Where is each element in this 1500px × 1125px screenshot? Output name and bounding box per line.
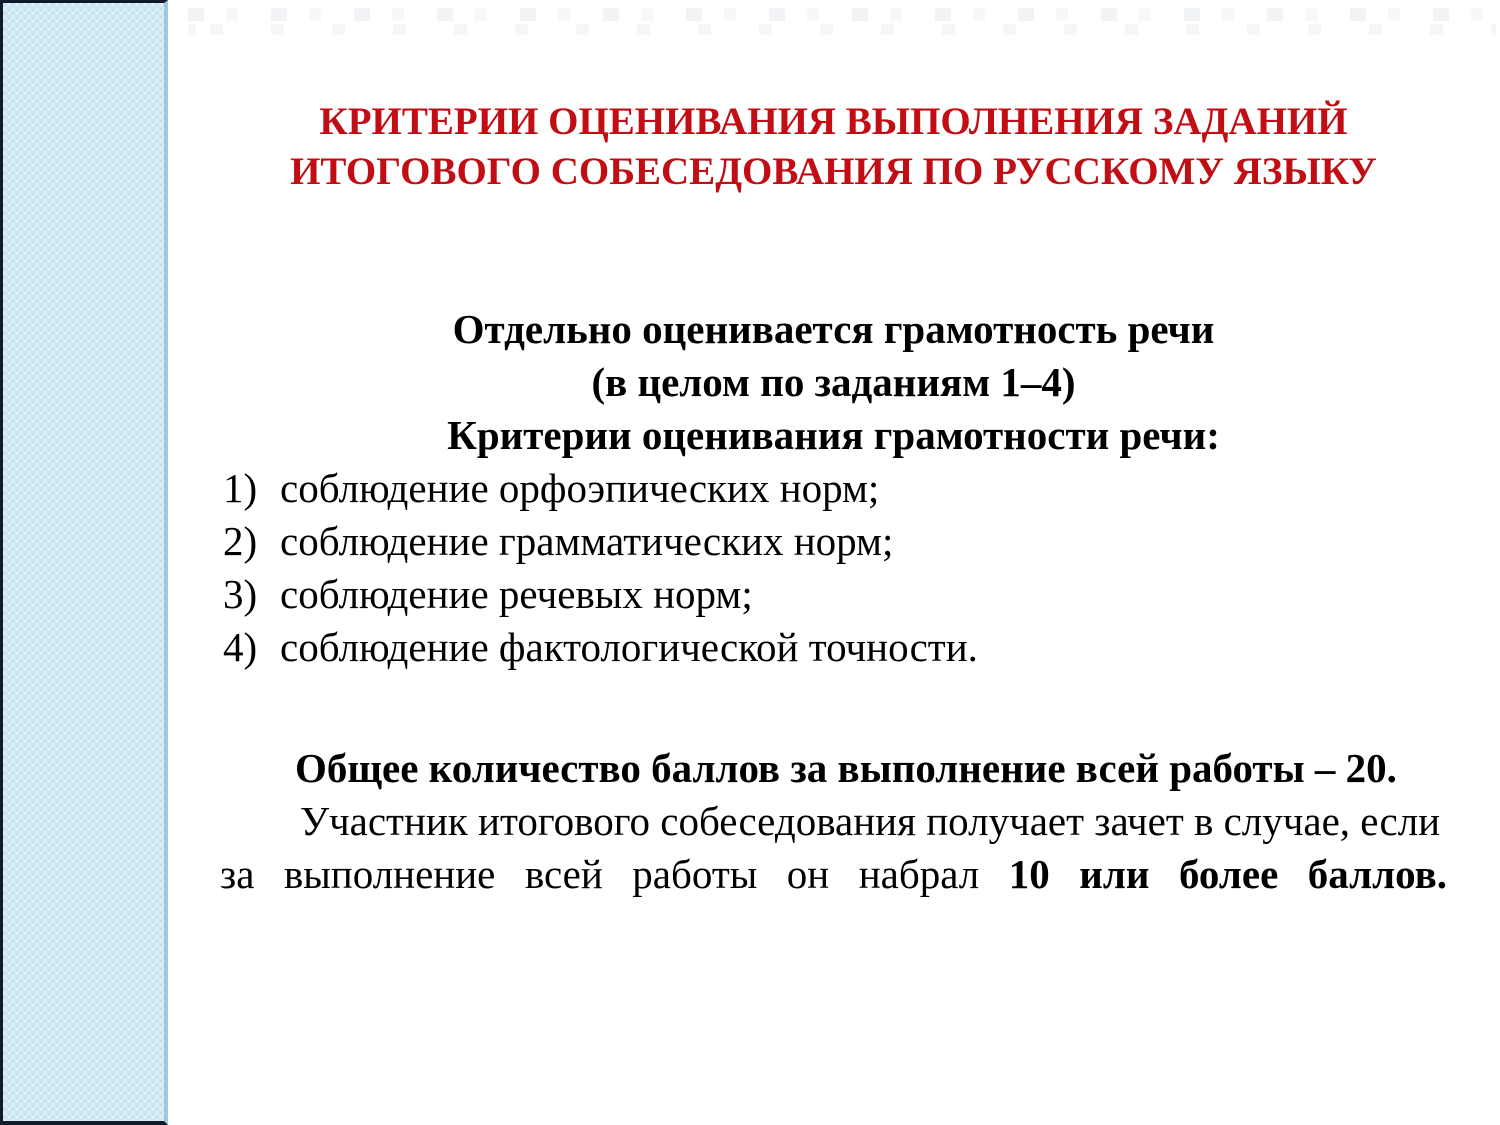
slide-title-line-1: КРИТЕРИИ ОЦЕНИВАНИЯ ВЫПОЛНЕНИЯ ЗАДАНИЙ — [319, 100, 1348, 143]
list-item — [220, 621, 1447, 674]
heading-grammar-assessed-separately: Отдельно оценивается грамотность речи — [452, 306, 1215, 352]
list-marker: 4) — [223, 624, 258, 670]
paragraph-pass-condition-line-2 — [220, 848, 1447, 901]
section-headings — [220, 303, 1447, 462]
pass-threshold-bold-text: 10 или более баллов. — [1008, 851, 1448, 897]
criteria-list — [220, 462, 1447, 674]
heading-tasks-range: (в целом по заданиям 1–4) — [591, 359, 1076, 405]
closing-paragraph — [220, 742, 1447, 901]
sidebar-stripe — [0, 0, 168, 1125]
list-item-text: соблюдение грамматических норм; — [280, 518, 894, 564]
paragraph-pass-condition-line-1: Участник итогового собеседования получает зачет в случае, если — [300, 798, 1441, 844]
paragraph-total-score-line: Общее количество баллов за выполнение всей работы – 20. — [295, 745, 1397, 791]
list-item — [220, 462, 1447, 515]
slide-title-line-2: ИТОГОВОГО СОБЕСЕДОВАНИЯ ПО РУССКОМУ ЯЗЫКУ — [290, 150, 1377, 193]
pass-condition-regular-text: за выполнение всей работы он набрал — [220, 851, 980, 897]
slide-content — [220, 0, 1447, 901]
main-area — [168, 0, 1500, 1125]
list-item — [220, 515, 1447, 568]
list-item — [220, 568, 1447, 621]
slide-title — [220, 97, 1447, 197]
list-marker: 3) — [223, 571, 258, 617]
list-marker: 1) — [223, 465, 258, 511]
heading-grammar-criteria: Критерии оценивания грамотности речи: — [447, 412, 1220, 458]
list-item-text: соблюдение фактологической точности. — [280, 624, 978, 670]
list-item-text: соблюдение речевых норм; — [280, 571, 753, 617]
list-item-text: соблюдение орфоэпических норм; — [280, 465, 880, 511]
list-marker: 2) — [223, 518, 258, 564]
